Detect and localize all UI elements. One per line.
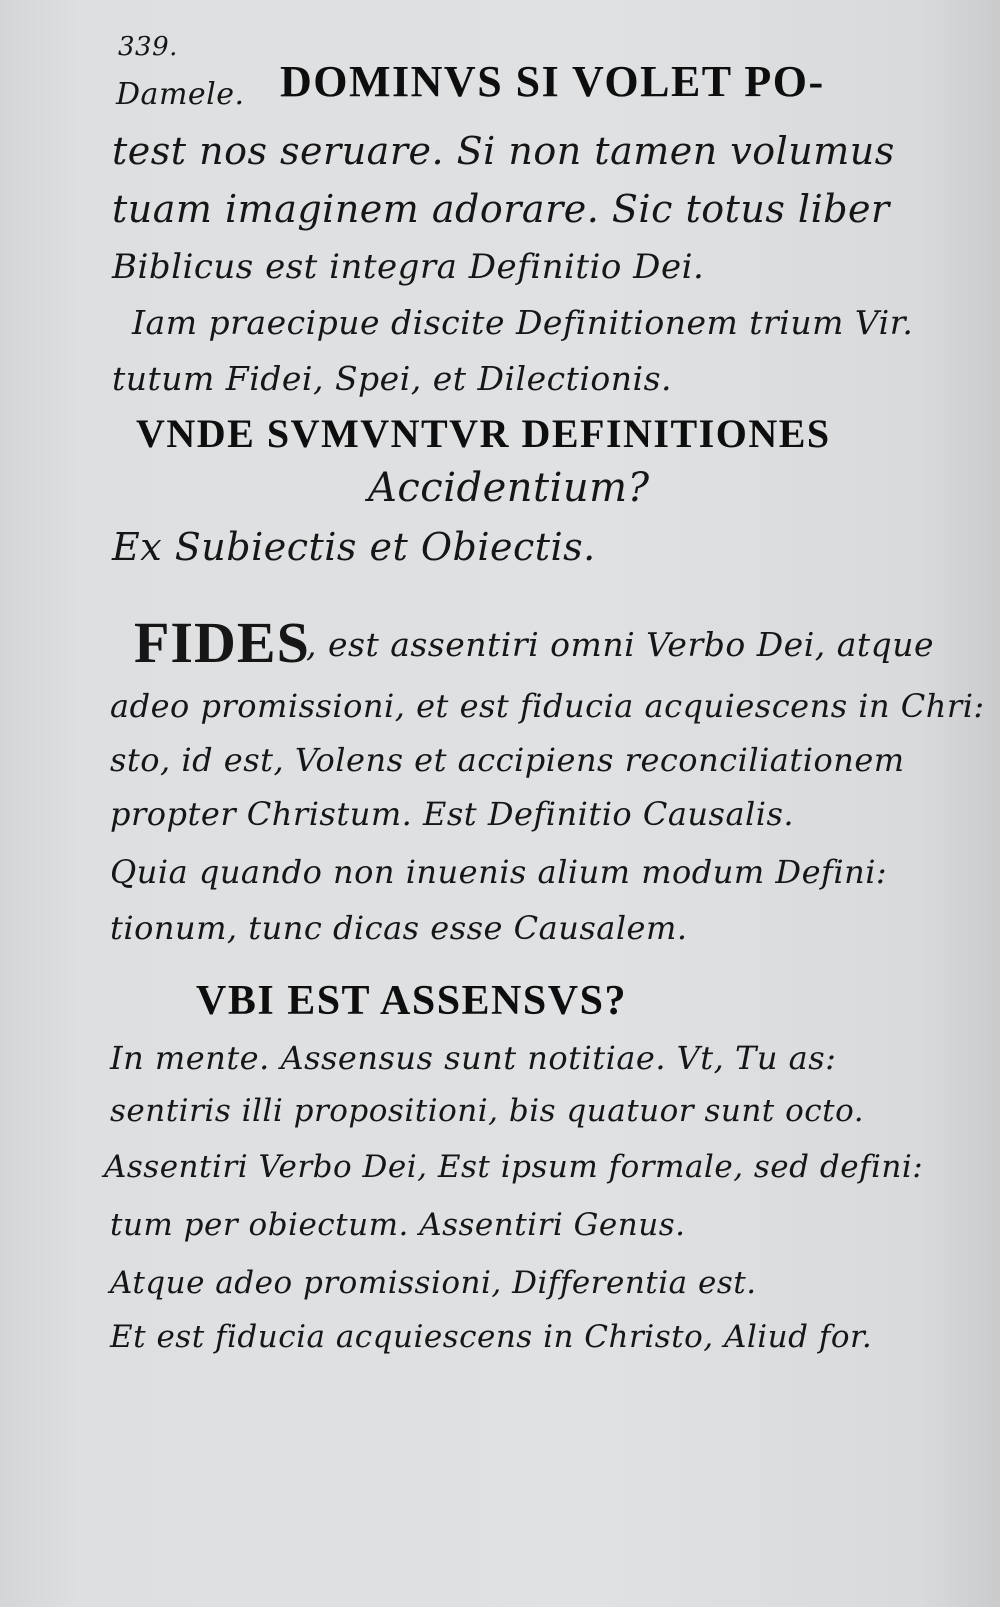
- page-number: 339.: [118, 32, 178, 62]
- section-heading: VBI EST ASSENSVS?: [196, 978, 627, 1024]
- text-line: sentiris illi propositioni, bis quatuor sunt octo.: [110, 1093, 865, 1129]
- text-line: adeo promissioni, et est fiducia acquiescens in Chri:: [110, 687, 985, 725]
- text-line: Assentiri Verbo Dei, Est ipsum formale, sed defini:: [104, 1149, 924, 1185]
- text-line: Iam praecipue discite Definitionem trium Vir.: [132, 303, 914, 342]
- text-line: tionum, tunc dicas esse Causalem.: [110, 909, 688, 947]
- text-line: Biblicus est integra Definitio Dei.: [112, 247, 705, 287]
- section-heading-sub: Accidentium?: [368, 465, 650, 511]
- text-line: tum per obiectum. Assentiri Genus.: [110, 1207, 686, 1243]
- text-line-caps: DOMINVS SI VOLET PO-: [280, 57, 825, 106]
- text-line: propter Christum. Est Definitio Causalis.: [110, 795, 795, 833]
- section-heading: VNDE SVMVNTVR DEFINITIONES: [136, 411, 831, 456]
- text-line: [116, 77, 245, 112]
- text-line: Et est fiducia acquiescens in Christo, Aliud for.: [110, 1319, 873, 1355]
- text-line: test nos seruare. Si non tamen volumus: [112, 129, 895, 173]
- text-line: , est assentiri omni Verbo Dei, atque: [306, 625, 935, 664]
- fides-title: FIDES: [134, 610, 310, 675]
- answer-line: Ex Subiectis et Obiectis.: [112, 525, 596, 569]
- text-line: Quia quando non inuenis alium modum Defini:: [110, 853, 888, 891]
- text-line: tutum Fidei, Spei, et Dilectionis.: [112, 359, 673, 398]
- text-line: tuam imaginem adorare. Sic totus liber: [112, 187, 890, 231]
- text-line: sto, id est, Volens et accipiens reconciliationem: [110, 741, 905, 779]
- text-line: Atque adeo promissioni, Differentia est.: [110, 1265, 757, 1301]
- text-line: In mente. Assensus sunt notitiae. Vt, Tu as:: [110, 1039, 837, 1077]
- line-prefix: Damele.: [116, 77, 245, 112]
